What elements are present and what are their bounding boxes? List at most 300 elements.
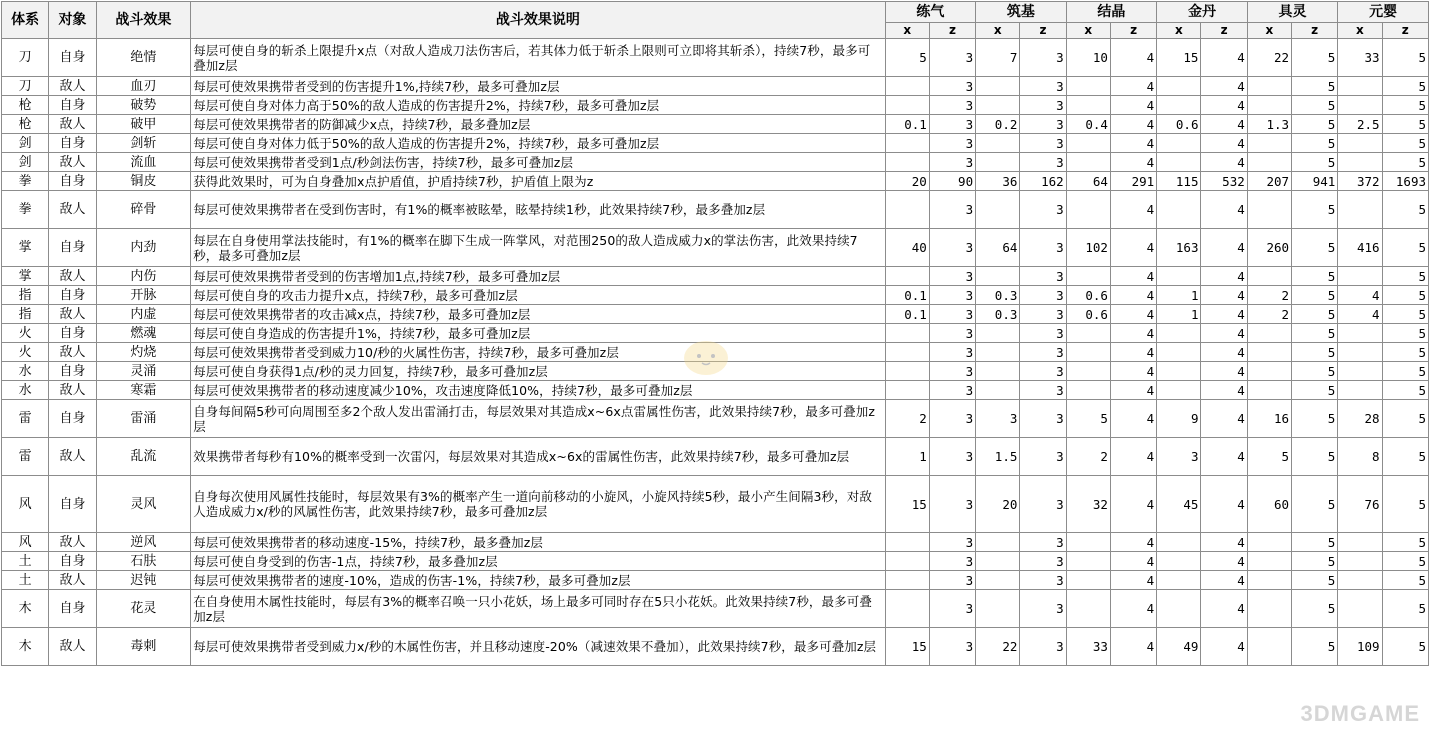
cell-z-value: 4 [1201,381,1247,400]
table-row [2,115,1429,134]
cell-description: 每层可使自身的攻击力提升x点，持续7秒，最多可叠加z层 [191,286,885,305]
cell-x-value [885,362,929,381]
cell-target: 自身 [49,552,96,571]
cell-x-value: 372 [1338,172,1382,191]
header-sub-x: x [1247,23,1291,39]
cell-effect: 开脉 [96,286,191,305]
cell-z-value: 4 [1201,400,1247,438]
cell-z-value: 5 [1382,134,1428,153]
cell-target: 敌人 [49,628,96,666]
cell-z-value: 5 [1382,590,1428,628]
header-realm: 筑基 [976,2,1067,23]
cell-description: 获得此效果时，可为自身叠加x点护盾值，护盾持续7秒，护盾值上限为z [191,172,885,191]
cell-x-value: 49 [1157,628,1201,666]
cell-effect: 内虚 [96,305,191,324]
cell-system: 火 [2,343,49,362]
cell-x-value [1066,324,1110,343]
cell-effect: 剑斩 [96,134,191,153]
cell-system: 水 [2,362,49,381]
cell-z-value: 5 [1382,229,1428,267]
cell-x-value: 5 [885,39,929,77]
cell-z-value: 4 [1201,305,1247,324]
cell-x-value: 0.6 [1066,286,1110,305]
cell-effect: 破甲 [96,115,191,134]
cell-z-value: 4 [1201,628,1247,666]
cell-z-value: 3 [1020,628,1066,666]
cell-z-value: 4 [1201,438,1247,476]
cell-z-value: 5 [1382,115,1428,134]
cell-x-value [976,77,1020,96]
cell-x-value: 1.5 [976,438,1020,476]
cell-z-value: 4 [1110,533,1156,552]
cell-x-value: 2.5 [1338,115,1382,134]
cell-z-value: 5 [1382,552,1428,571]
cell-z-value: 5 [1382,533,1428,552]
table-row [2,172,1429,191]
cell-z-value: 4 [1110,628,1156,666]
header-sub-z: z [1110,23,1156,39]
cell-x-value: 0.3 [976,286,1020,305]
cell-x-value [1157,134,1201,153]
cell-z-value: 5 [1292,552,1338,571]
cell-z-value: 4 [1201,533,1247,552]
cell-x-value [885,153,929,172]
cell-system: 剑 [2,153,49,172]
cell-x-value [1247,381,1291,400]
cell-z-value: 5 [1382,343,1428,362]
cell-x-value [1066,590,1110,628]
cell-x-value [1157,381,1201,400]
cell-description: 每层在自身使用掌法技能时，有1%的概率在脚下生成一阵掌风，对范围250的敌人造成威力x的掌法伤害，此效果持续7秒，最多可叠加z层 [191,229,885,267]
header-sub-x: x [885,23,929,39]
cell-z-value: 4 [1110,362,1156,381]
cell-z-value: 3 [929,628,975,666]
cell-x-value: 7 [976,39,1020,77]
cell-effect: 铜皮 [96,172,191,191]
cell-system: 雷 [2,438,49,476]
cell-z-value: 4 [1110,590,1156,628]
header-description: 战斗效果说明 [191,2,885,39]
cell-x-value [1066,381,1110,400]
table-row [2,286,1429,305]
cell-z-value: 3 [929,381,975,400]
cell-description: 自身每间隔5秒可向周围至多2个敌人发出雷涌打击，每层效果对其造成x~6x点雷属性伤害，此效果持续7秒，最多可叠加z层 [191,400,885,438]
cell-description: 每层可使效果携带者的防御减少x点，持续7秒，最多叠加z层 [191,115,885,134]
cell-z-value: 3 [1020,229,1066,267]
cell-target: 自身 [49,134,96,153]
cell-z-value: 5 [1382,153,1428,172]
cell-z-value: 4 [1110,115,1156,134]
cell-x-value [1338,96,1382,115]
cell-z-value: 4 [1201,343,1247,362]
cell-description: 每层可使效果携带者的移动速度-15%，持续7秒，最多叠加z层 [191,533,885,552]
cell-x-value [1247,134,1291,153]
table-row [2,362,1429,381]
header-sub-x: x [976,23,1020,39]
cell-system: 刀 [2,77,49,96]
cell-x-value: 76 [1338,476,1382,533]
cell-x-value: 1 [885,438,929,476]
cell-x-value: 0.2 [976,115,1020,134]
cell-z-value: 5 [1292,39,1338,77]
cell-z-value: 5 [1292,267,1338,286]
cell-x-value: 0.6 [1157,115,1201,134]
cell-z-value: 5 [1382,77,1428,96]
cell-effect: 石肤 [96,552,191,571]
cell-system: 土 [2,552,49,571]
cell-z-value: 5 [1292,134,1338,153]
cell-z-value: 3 [929,134,975,153]
cell-z-value: 3 [929,96,975,115]
cell-z-value: 3 [1020,381,1066,400]
cell-z-value: 3 [929,571,975,590]
cell-x-value: 32 [1066,476,1110,533]
table-row [2,77,1429,96]
cell-description: 效果携带者每秒有10%的概率受到一次雷闪，每层效果对其造成x~6x的雷属性伤害，此效果持续7秒，最多可叠加z层 [191,438,885,476]
cell-x-value [1157,590,1201,628]
cell-target: 自身 [49,172,96,191]
cell-system: 木 [2,590,49,628]
cell-x-value: 2 [1247,305,1291,324]
cell-target: 自身 [49,590,96,628]
cell-z-value: 5 [1292,115,1338,134]
cell-z-value: 3 [929,590,975,628]
cell-system: 拳 [2,172,49,191]
cell-x-value [976,552,1020,571]
cell-target: 敌人 [49,191,96,229]
cell-x-value [1157,552,1201,571]
cell-x-value: 64 [1066,172,1110,191]
cell-x-value: 36 [976,172,1020,191]
cell-z-value: 4 [1201,191,1247,229]
cell-x-value [976,96,1020,115]
cell-x-value [976,343,1020,362]
cell-x-value: 115 [1157,172,1201,191]
table-row [2,229,1429,267]
cell-description: 每层可使效果携带者受到的伤害增加1点,持续7秒，最多可叠加z层 [191,267,885,286]
cell-system: 刀 [2,39,49,77]
cell-z-value: 4 [1201,324,1247,343]
cell-z-value: 3 [1020,267,1066,286]
cell-z-value: 4 [1110,343,1156,362]
header-sub-z: z [929,23,975,39]
cell-target: 敌人 [49,571,96,590]
cell-x-value [1247,533,1291,552]
header-realm: 具灵 [1247,2,1338,23]
cell-x-value [1157,153,1201,172]
cell-description: 每层可使效果携带者的移动速度减少10%，攻击速度降低10%，持续7秒，最多可叠加z层 [191,381,885,400]
cell-x-value [885,533,929,552]
cell-description: 每层可使自身受到的伤害-1点，持续7秒，最多叠加z层 [191,552,885,571]
cell-x-value [976,324,1020,343]
cell-x-value [1338,362,1382,381]
cell-z-value: 3 [929,533,975,552]
cell-x-value [1338,153,1382,172]
cell-z-value: 162 [1020,172,1066,191]
cell-x-value: 15 [1157,39,1201,77]
cell-z-value: 5 [1382,267,1428,286]
cell-z-value: 5 [1292,153,1338,172]
cell-x-value: 60 [1247,476,1291,533]
cell-x-value [1247,362,1291,381]
cell-system: 风 [2,476,49,533]
cell-x-value: 0.1 [885,286,929,305]
table-row [2,628,1429,666]
table-row [2,400,1429,438]
cell-x-value: 109 [1338,628,1382,666]
cell-x-value [976,571,1020,590]
cell-z-value: 291 [1110,172,1156,191]
cell-z-value: 5 [1382,362,1428,381]
cell-z-value: 5 [1382,191,1428,229]
cell-description: 每层可使自身造成的伤害提升1%，持续7秒，最多可叠加z层 [191,324,885,343]
cell-effect: 燃魂 [96,324,191,343]
cell-z-value: 3 [1020,438,1066,476]
cell-target: 敌人 [49,438,96,476]
cell-z-value: 3 [929,362,975,381]
cell-effect: 绝情 [96,39,191,77]
cell-x-value [1066,77,1110,96]
table-row [2,191,1429,229]
cell-z-value: 4 [1110,305,1156,324]
cell-z-value: 3 [1020,115,1066,134]
cell-z-value: 3 [929,267,975,286]
cell-target: 敌人 [49,305,96,324]
cell-x-value [1247,77,1291,96]
cell-z-value: 3 [1020,153,1066,172]
cell-x-value: 1 [1157,286,1201,305]
cell-target: 敌人 [49,533,96,552]
cell-x-value: 2 [885,400,929,438]
cell-z-value: 4 [1201,590,1247,628]
cell-x-value [885,267,929,286]
cell-x-value [1338,552,1382,571]
cell-x-value [976,134,1020,153]
cell-x-value [1338,571,1382,590]
cell-z-value: 4 [1110,39,1156,77]
cell-z-value: 4 [1110,381,1156,400]
cell-x-value [1338,590,1382,628]
cell-z-value: 3 [929,552,975,571]
cell-z-value: 3 [1020,39,1066,77]
cell-effect: 血刃 [96,77,191,96]
cell-x-value [1066,552,1110,571]
cell-z-value: 3 [929,153,975,172]
cell-z-value: 3 [929,324,975,343]
cell-z-value: 4 [1201,77,1247,96]
cell-x-value [1066,533,1110,552]
cell-target: 自身 [49,324,96,343]
cell-z-value: 5 [1292,305,1338,324]
cell-x-value [885,571,929,590]
cell-x-value [1157,533,1201,552]
cell-z-value: 4 [1110,134,1156,153]
cell-x-value: 4 [1338,305,1382,324]
cell-z-value: 4 [1201,571,1247,590]
cell-z-value: 3 [1020,134,1066,153]
cell-x-value: 1.3 [1247,115,1291,134]
cell-z-value: 5 [1292,77,1338,96]
cell-x-value: 0.1 [885,115,929,134]
cell-x-value [1247,153,1291,172]
cell-target: 敌人 [49,343,96,362]
cell-system: 掌 [2,267,49,286]
cell-z-value: 5 [1292,400,1338,438]
watermark-logo: 3DMGAME [1300,701,1420,726]
cell-description: 每层可使效果携带者受到1点/秒剑法伤害，持续7秒，最多可叠加z层 [191,153,885,172]
cell-system: 火 [2,324,49,343]
cell-x-value [1338,343,1382,362]
cell-x-value: 3 [1157,438,1201,476]
table-row [2,305,1429,324]
cell-effect: 逆风 [96,533,191,552]
cell-system: 木 [2,628,49,666]
cell-effect: 流血 [96,153,191,172]
cell-z-value: 532 [1201,172,1247,191]
cell-x-value [1066,343,1110,362]
cell-effect: 毒刺 [96,628,191,666]
cell-x-value: 20 [885,172,929,191]
cell-target: 自身 [49,476,96,533]
cell-effect: 乱流 [96,438,191,476]
cell-x-value [1247,552,1291,571]
cell-x-value [1066,191,1110,229]
table-row [2,476,1429,533]
cell-x-value [1157,77,1201,96]
table-row [2,590,1429,628]
cell-x-value [1157,267,1201,286]
cell-z-value: 5 [1382,286,1428,305]
cell-z-value: 3 [929,400,975,438]
cell-x-value: 102 [1066,229,1110,267]
cell-x-value [1247,324,1291,343]
table-row [2,533,1429,552]
cell-description: 每层可使自身获得1点/秒的灵力回复，持续7秒，最多可叠加z层 [191,362,885,381]
cell-z-value: 3 [929,476,975,533]
cell-x-value: 207 [1247,172,1291,191]
cell-z-value: 941 [1292,172,1338,191]
cell-effect: 迟钝 [96,571,191,590]
cell-x-value [1247,571,1291,590]
cell-description: 每层可使效果携带者受到威力x/秒的木属性伤害，并且移动速度-20%（减速效果不叠加），此效果持续7秒，最多可叠加z层 [191,628,885,666]
cell-x-value [1338,533,1382,552]
cell-x-value: 45 [1157,476,1201,533]
cell-x-value [885,77,929,96]
table-row [2,324,1429,343]
cell-x-value [885,324,929,343]
cell-x-value [1157,571,1201,590]
cell-x-value: 2 [1066,438,1110,476]
cell-z-value: 3 [1020,343,1066,362]
cell-x-value: 4 [1338,286,1382,305]
cell-target: 敌人 [49,77,96,96]
cell-z-value: 4 [1201,552,1247,571]
cell-z-value: 4 [1201,267,1247,286]
cell-description: 每层可使效果携带者受到的伤害提升1%,持续7秒，最多可叠加z层 [191,77,885,96]
cell-z-value: 5 [1292,96,1338,115]
cell-z-value: 4 [1201,476,1247,533]
cell-z-value: 5 [1292,533,1338,552]
cell-z-value: 4 [1110,77,1156,96]
header-target: 对象 [49,2,96,39]
cell-z-value: 4 [1110,438,1156,476]
cell-z-value: 4 [1110,552,1156,571]
cell-z-value: 5 [1292,286,1338,305]
cell-effect: 寒霜 [96,381,191,400]
cell-z-value: 4 [1110,267,1156,286]
cell-system: 指 [2,305,49,324]
cell-x-value [1247,191,1291,229]
cell-z-value: 3 [929,229,975,267]
cell-z-value: 3 [1020,400,1066,438]
cell-z-value: 3 [1020,533,1066,552]
cell-target: 敌人 [49,115,96,134]
cell-z-value: 5 [1382,96,1428,115]
table-row [2,571,1429,590]
header-sub-z: z [1020,23,1066,39]
cell-z-value: 5 [1382,438,1428,476]
cell-effect: 内劲 [96,229,191,267]
header-sub-z: z [1201,23,1247,39]
cell-x-value [885,343,929,362]
cell-z-value: 3 [1020,552,1066,571]
cell-target: 自身 [49,96,96,115]
cell-target: 自身 [49,400,96,438]
header-effect: 战斗效果 [96,2,191,39]
cell-z-value: 5 [1382,381,1428,400]
table-row [2,96,1429,115]
cell-effect: 灵风 [96,476,191,533]
cell-description: 每层可使效果携带者在受到伤害时，有1%的概率被眩晕，眩晕持续1秒，此效果持续7秒，最多叠加z层 [191,191,885,229]
cell-x-value [1247,343,1291,362]
cell-x-value: 1 [1157,305,1201,324]
cell-z-value: 3 [1020,96,1066,115]
header-realm: 元婴 [1338,2,1429,23]
cell-system: 水 [2,381,49,400]
cell-effect: 碎骨 [96,191,191,229]
table-row [2,153,1429,172]
cell-effect: 灵涌 [96,362,191,381]
cell-x-value: 163 [1157,229,1201,267]
cell-z-value: 5 [1292,628,1338,666]
cell-description: 每层可使自身对体力高于50%的敌人造成的伤害提升2%，持续7秒，最多可叠加z层 [191,96,885,115]
cell-x-value [1066,362,1110,381]
cell-z-value: 3 [929,286,975,305]
cell-effect: 灼烧 [96,343,191,362]
cell-z-value: 3 [929,77,975,96]
cell-system: 剑 [2,134,49,153]
cell-x-value: 2 [1247,286,1291,305]
table-row [2,381,1429,400]
cell-z-value: 3 [1020,571,1066,590]
cell-x-value [885,134,929,153]
cell-description: 每层可使自身对体力低于50%的敌人造成的伤害提升2%，持续7秒，最多可叠加z层 [191,134,885,153]
cell-x-value [1157,324,1201,343]
cell-description: 每层可使效果携带者的速度-10%，造成的伤害-1%，持续7秒，最多可叠加z层 [191,571,885,590]
cell-system: 风 [2,533,49,552]
cell-x-value: 416 [1338,229,1382,267]
cell-x-value: 40 [885,229,929,267]
cell-x-value [1157,191,1201,229]
cell-x-value [1066,134,1110,153]
cell-system: 雷 [2,400,49,438]
cell-z-value: 3 [929,305,975,324]
cell-x-value [885,381,929,400]
cell-x-value [1157,362,1201,381]
cell-x-value: 20 [976,476,1020,533]
cell-target: 自身 [49,362,96,381]
cell-x-value [1338,267,1382,286]
